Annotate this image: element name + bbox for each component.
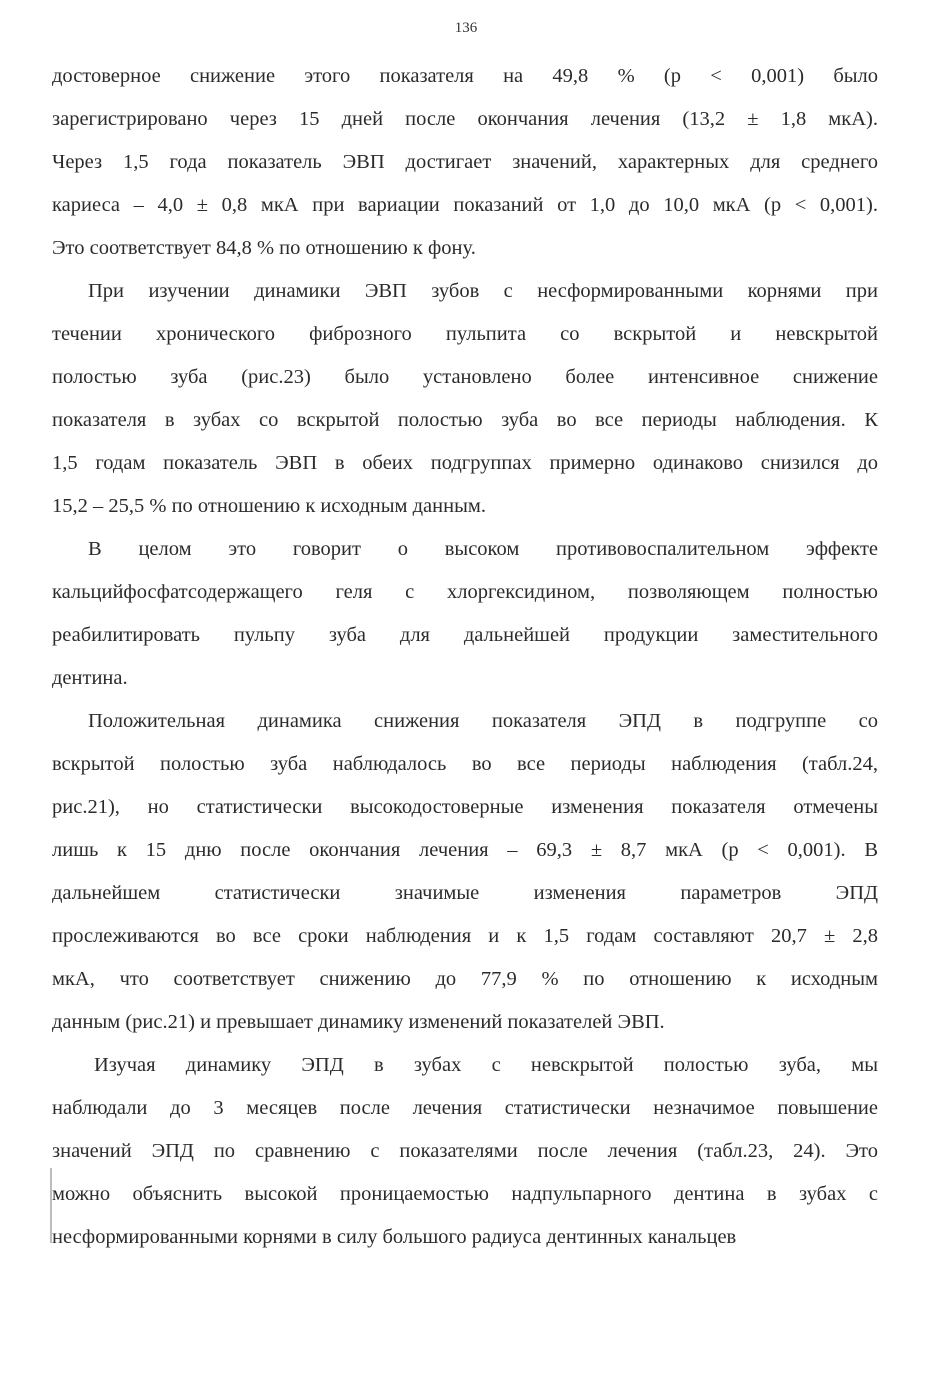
text-line: Положительная динамика снижения показателя ЭПД в подгруппе со — [88, 710, 878, 732]
paragraph-3 — [52, 528, 878, 700]
text-line: 15,2 – 25,5 % по отношению к исходным данным. — [52, 495, 486, 517]
paragraph-5 — [52, 1044, 878, 1259]
text-line: вскрытой полостью зуба наблюдалось во все периоды наблюдения (табл.24, — [52, 753, 878, 775]
text-line: При изучении динамики ЭВП зубов с несформированными корнями при — [88, 280, 878, 302]
text-line: прослеживаются во все сроки наблюдения и к 1,5 годам составляют 20,7 ± 2,8 — [52, 925, 878, 947]
paragraph-2 — [52, 270, 878, 528]
text-line: дентина. — [52, 667, 128, 689]
document-body — [52, 55, 878, 1259]
scan-margin-line — [50, 1168, 52, 1243]
text-line: Это соответствует 84,8 % по отношению к фону. — [52, 237, 476, 259]
text-line: мкА, что соответствует снижению до 77,9 % по отношению к исходным — [52, 968, 878, 990]
text-line: полостью зуба (рис.23) было установлено более интенсивное снижение — [52, 366, 878, 388]
page-number: 136 — [454, 20, 478, 36]
text-line: дальнейшем статистически значимые изменения параметров ЭПД — [52, 882, 878, 904]
text-line: данным (рис.21) и превышает динамику изменений показателей ЭВП. — [52, 1011, 665, 1033]
text-line: лишь к 15 дню после окончания лечения – 69,3 ± 8,7 мкА (р < 0,001). В — [52, 839, 878, 861]
text-line: реабилитировать пульпу зуба для дальнейшей продукции заместительного — [52, 624, 878, 646]
text-line: зарегистрировано через 15 дней после окончания лечения (13,2 ± 1,8 мкА). — [52, 108, 878, 130]
text-line: 1,5 годам показатель ЭВП в обеих подгруппах примерно одинаково снизился до — [52, 452, 878, 474]
text-line: значений ЭПД по сравнению с показателями после лечения (табл.23, 24). Это — [52, 1140, 878, 1162]
text-line: наблюдали до 3 месяцев после лечения статистически незначимое повышение — [52, 1097, 878, 1119]
text-line: В целом это говорит о высоком противовоспалительном эффекте — [88, 538, 878, 560]
paragraph-1 — [52, 55, 878, 270]
text-line: можно объяснить высокой проницаемостью надпульпарного дентина в зубах с — [52, 1183, 878, 1205]
text-line: Через 1,5 года показатель ЭВП достигает значений, характерных для среднего — [52, 151, 878, 173]
text-line: показателя в зубах со вскрытой полостью зуба во все периоды наблюдения. К — [52, 409, 878, 431]
text-line: Изучая динамику ЭПД в зубах с невскрытой полостью зуба, мы — [94, 1054, 878, 1076]
text-line: несформированными корнями в силу большого радиуса дентинных канальцев — [52, 1226, 737, 1248]
text-line: рис.21), но статистически высокодостоверные изменения показателя отмечены — [52, 796, 878, 818]
text-line: кальцийфосфатсодержащего геля с хлоргексидином, позволяющем полностью — [52, 581, 878, 603]
text-line: кариеса – 4,0 ± 0,8 мкА при вариации показаний от 1,0 до 10,0 мкА (р < 0,001). — [52, 194, 878, 216]
paragraph-4 — [52, 700, 878, 1044]
text-line: течении хронического фиброзного пульпита со вскрытой и невскрытой — [52, 323, 878, 345]
text-line: достоверное снижение этого показателя на 49,8 % (р < 0,001) было — [52, 65, 878, 87]
